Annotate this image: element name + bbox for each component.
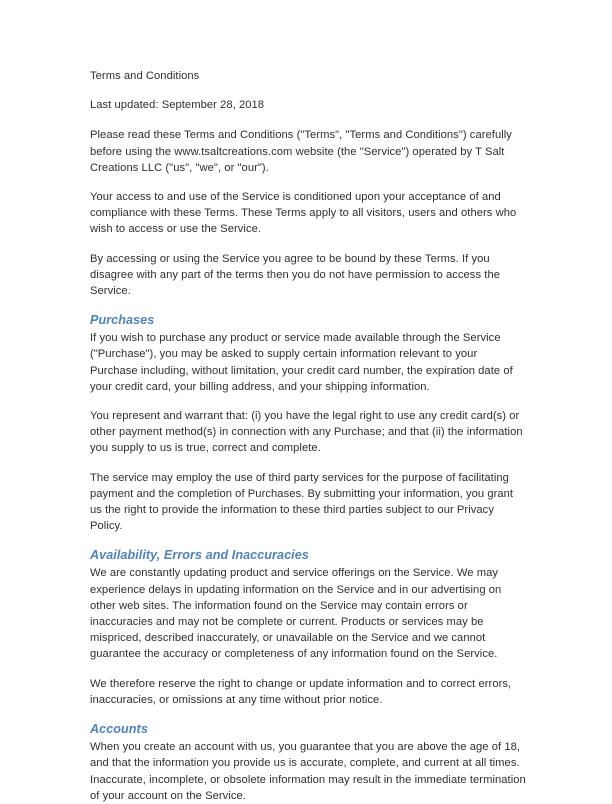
availability-paragraph-2: We therefore reserve the right to change or update information and to correct errors, inaccuracies, or omissions at any time without prior notice. [90, 677, 512, 706]
purchases-paragraph-3: The service may employ the use of third party services for the purpose of facilitating payment and the completion of Purchases. By submitting your information, you grant us the right to provide the information to these third parties subject to our Privacy Policy. [90, 471, 514, 533]
section-heading-availability: Availability, Errors and Inaccuracies [90, 548, 309, 563]
section-heading-purchases: Purchases [90, 313, 155, 328]
page-title: Terms and Conditions [90, 70, 200, 82]
availability-paragraph-1: We are constantly updating product and service offerings on the Service. We may experience delays in updating information on the Service and in our advertising on other web sites. The information found on the Service may contain errors or inaccuracies and may not be complete or current. Products or services may be mispriced, described inaccurately, or unavailable on the Service and we cannot guarantee the accuracy or completeness of any information found on the Service. [90, 567, 502, 661]
intro-paragraph-1: Please read these Terms and Conditions ("Terms", "Terms and Conditions") carefully before using the www.tsaltcreations.com website (the "Service") operated by T Salt Creations LLC ("us", "we", or "our"). [90, 129, 512, 174]
document-body [90, 68, 527, 804]
section-availability [90, 547, 527, 708]
section-accounts [90, 721, 527, 804]
section-heading-accounts: Accounts [90, 722, 148, 737]
accounts-paragraph-1: When you create an account with us, you guarantee that you are above the age of 18, and that the information you provide us is accurate, complete, and current at all times. Inaccurate, incomplete, or obsolete information may result in the immediate termination of your account on the Service. [90, 741, 526, 802]
purchases-paragraph-2: You represent and warrant that: (i) you have the legal right to use any credit card(s) or other payment method(s) in connection with any Purchase; and that (ii) the information you supply to us is true, correct and complete. [90, 410, 523, 455]
purchases-paragraph-1: If you wish to purchase any product or service made available through the Service ("Purchase"), you may be asked to supply certain information relevant to your Purchase including, without limitation, your credit card number, the expiration date of your credit card, your billing address, and your shipping information. [90, 332, 513, 393]
intro-paragraph-3: By accessing or using the Service you agree to be bound by these Terms. If you disagree with any part of the terms then you do not have permission to access the Service. [90, 252, 500, 298]
section-purchases [90, 312, 527, 534]
last-updated-line: Last updated: September 28, 2018 [90, 99, 265, 112]
intro-paragraph-2: Your access to and use of the Service is conditioned upon your acceptance of and compliance with these Terms. These Terms apply to all visitors, users and others who wish to access or use the Service. [90, 191, 517, 236]
